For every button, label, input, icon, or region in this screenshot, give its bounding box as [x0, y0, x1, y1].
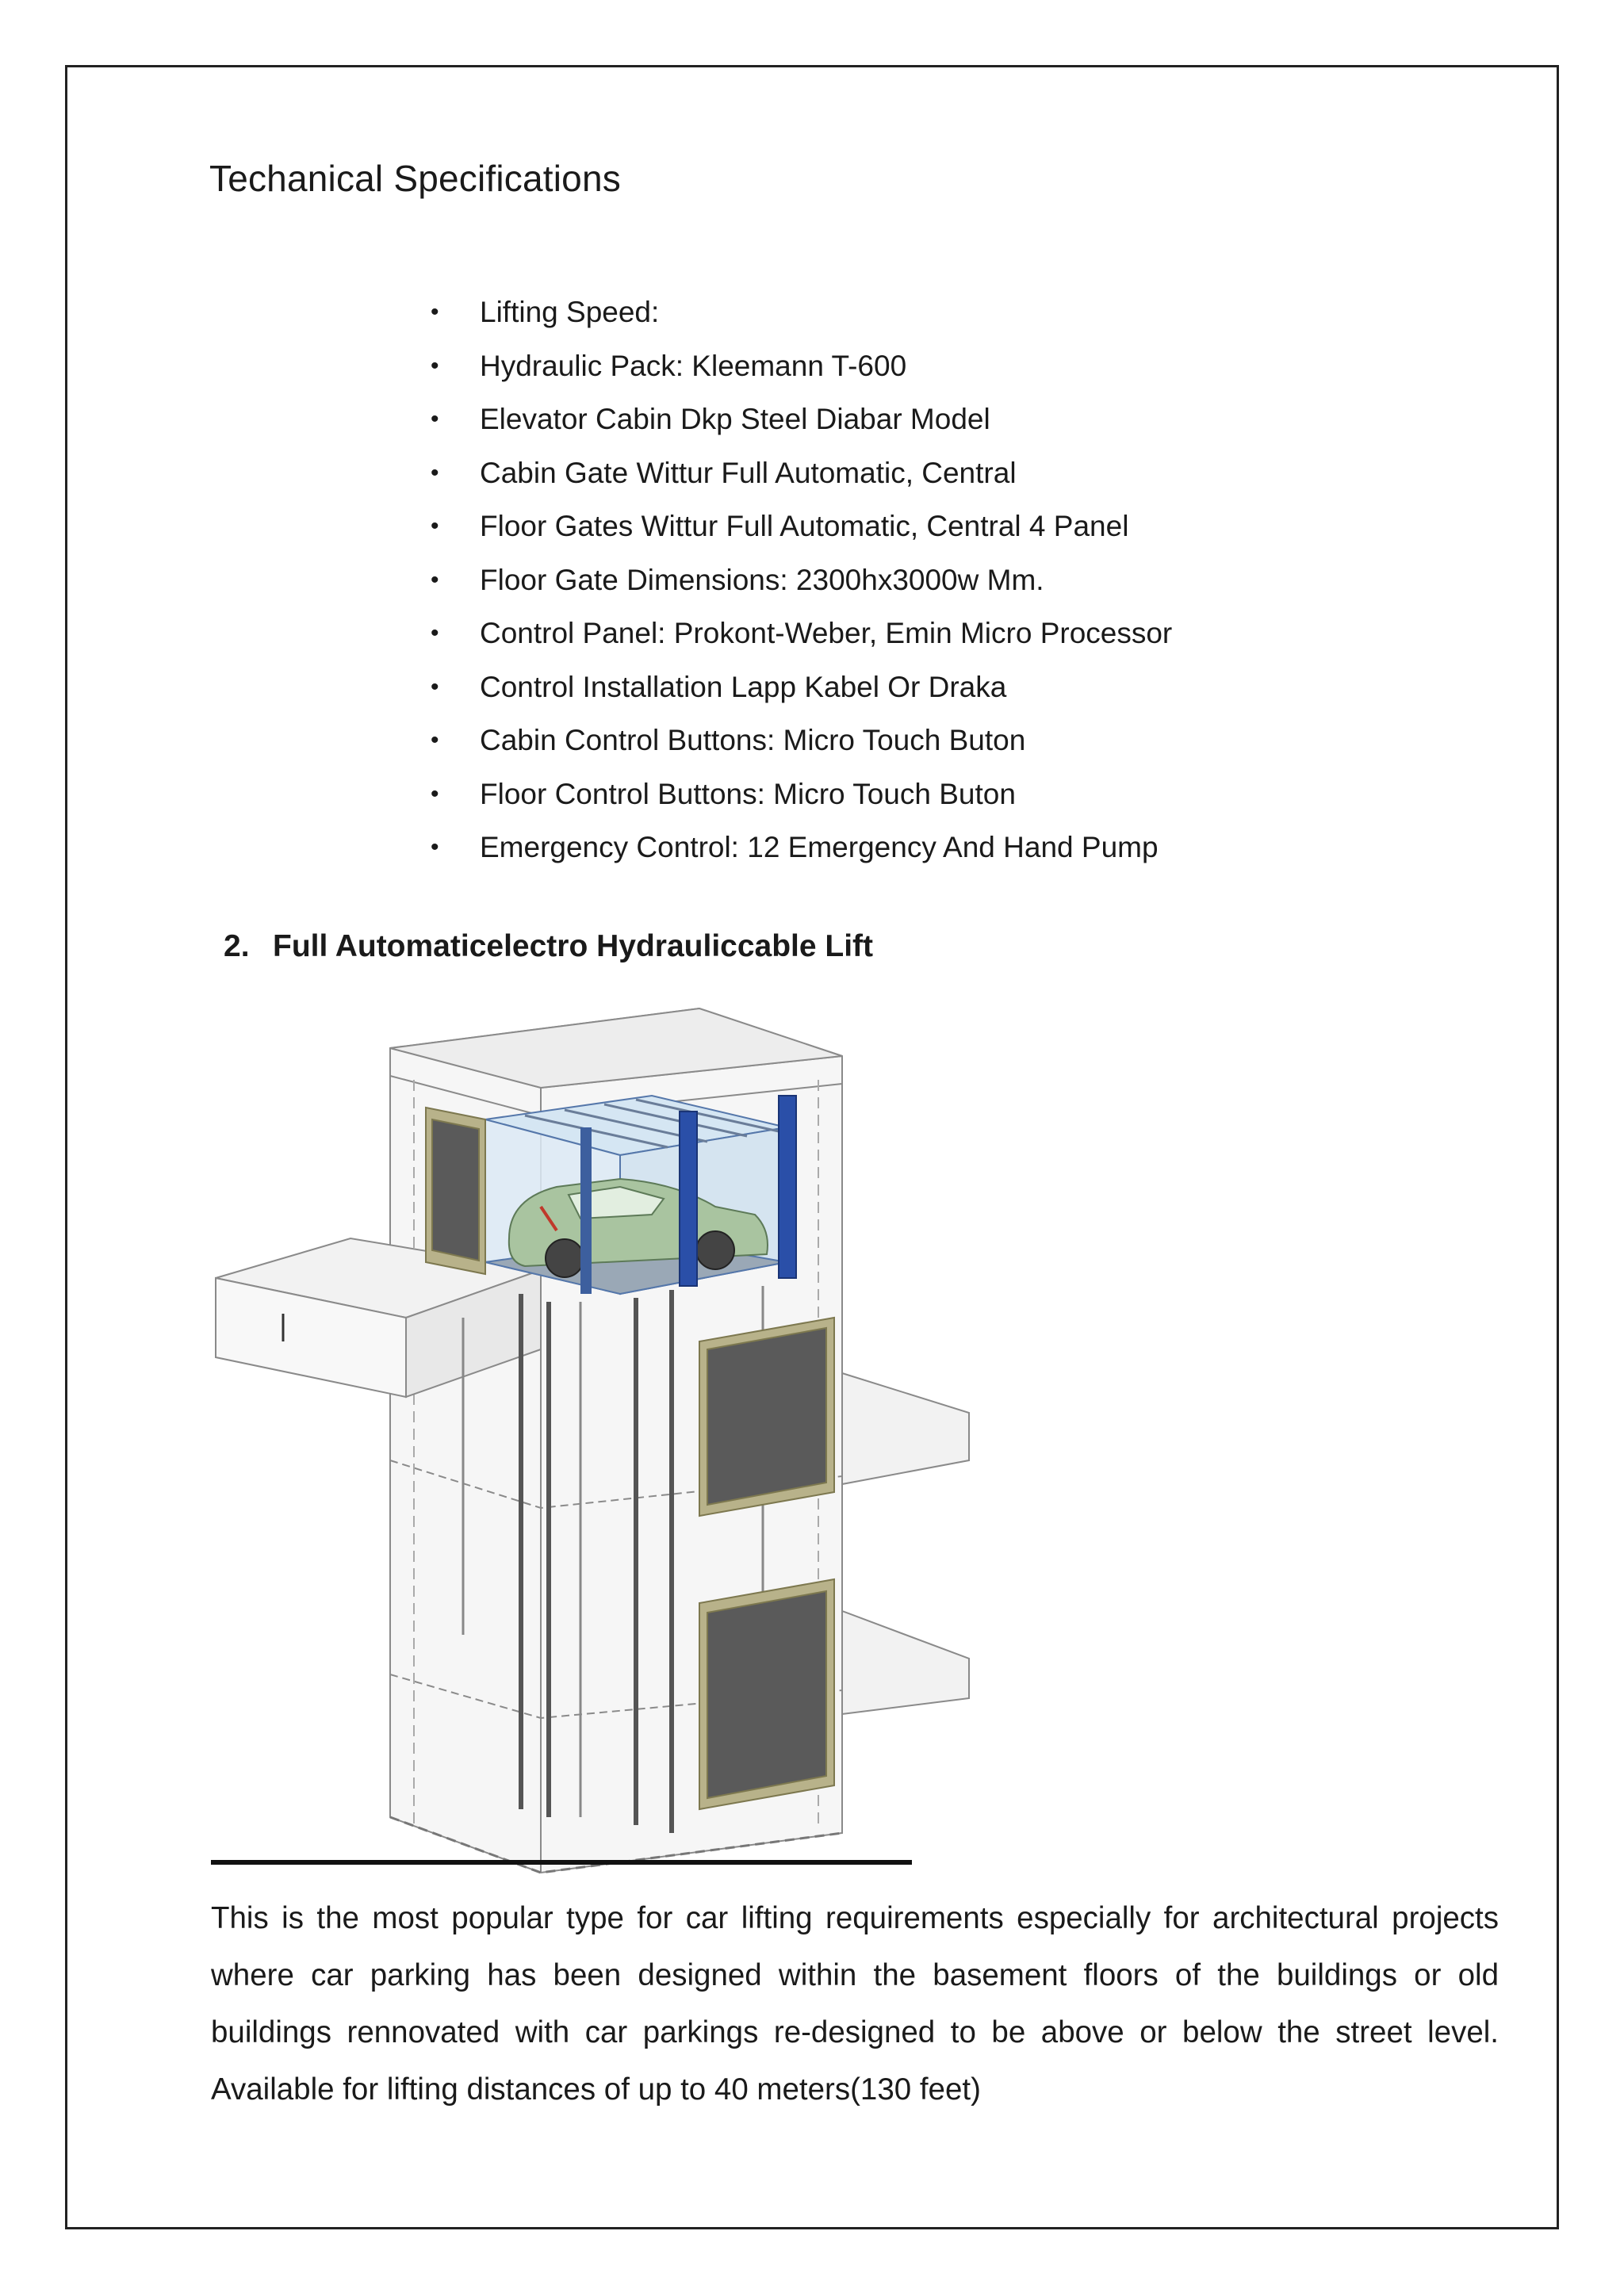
spec-item	[424, 553, 1172, 607]
bullet-icon: •	[431, 459, 439, 486]
spec-item	[424, 660, 1172, 714]
spec-item	[424, 767, 1172, 821]
spec-list	[424, 285, 1172, 874]
spec-item-text: Floor Control Buttons: Micro Touch Buton	[480, 777, 1016, 810]
bullet-icon: •	[431, 727, 439, 753]
spec-item-text: Floor Gates Wittur Full Automatic, Central 4 Panel	[480, 510, 1129, 542]
bullet-icon: •	[431, 780, 439, 807]
spec-item-text: Hydraulic Pack: Kleemann T-600	[480, 349, 907, 382]
spec-item	[424, 392, 1172, 446]
bullet-icon: •	[431, 406, 439, 432]
spec-item-text: Elevator Cabin Dkp Steel Diabar Model	[480, 403, 990, 435]
spec-item-text: Control Installation Lapp Kabel Or Draka	[480, 670, 1007, 703]
bullet-icon: •	[431, 299, 439, 325]
bullet-icon: •	[431, 673, 439, 700]
spec-item-text: Cabin Gate Wittur Full Automatic, Central	[480, 456, 1017, 489]
car-lift-3d-diagram-icon	[208, 1001, 1001, 1881]
spec-item	[424, 446, 1172, 500]
spec-item-text: Control Panel: Prokont-Weber, Emin Micro Processor	[480, 617, 1173, 649]
spec-item-text: Cabin Control Buttons: Micro Touch Buton	[480, 724, 1026, 756]
section-number: 2.	[224, 929, 250, 963]
section-heading	[224, 929, 873, 964]
spec-item	[424, 821, 1172, 874]
section-heading-text: Full Automaticelectro Hydrauliccable Lift	[273, 929, 874, 963]
spec-item-text: Emergency Control: 12 Emergency And Hand Pump	[480, 831, 1159, 863]
bullet-icon: •	[431, 513, 439, 539]
bullet-icon: •	[431, 566, 439, 593]
spec-item	[424, 607, 1172, 660]
spec-item	[424, 499, 1172, 553]
page-title: Techanical Specifications	[209, 158, 621, 199]
section-divider	[211, 1860, 912, 1865]
spec-item-text: Lifting Speed:	[480, 296, 660, 328]
spec-item	[424, 285, 1172, 339]
spec-item	[424, 339, 1172, 393]
description-paragraph: This is the most popular type for car lifting requirements especially for architectural projects where car parking has been designed within the basement floors of the buildings or old buildings rennovated with car parkings re-designed to be above or below the street level. Available for lifting distances of up to 40 meters(130 feet)	[211, 1901, 1499, 2107]
spec-item	[424, 714, 1172, 767]
spec-item-text: Floor Gate Dimensions: 2300hx3000w Mm.	[480, 563, 1044, 596]
bullet-icon: •	[431, 352, 439, 379]
bullet-icon: •	[431, 620, 439, 646]
bullet-icon: •	[431, 834, 439, 860]
